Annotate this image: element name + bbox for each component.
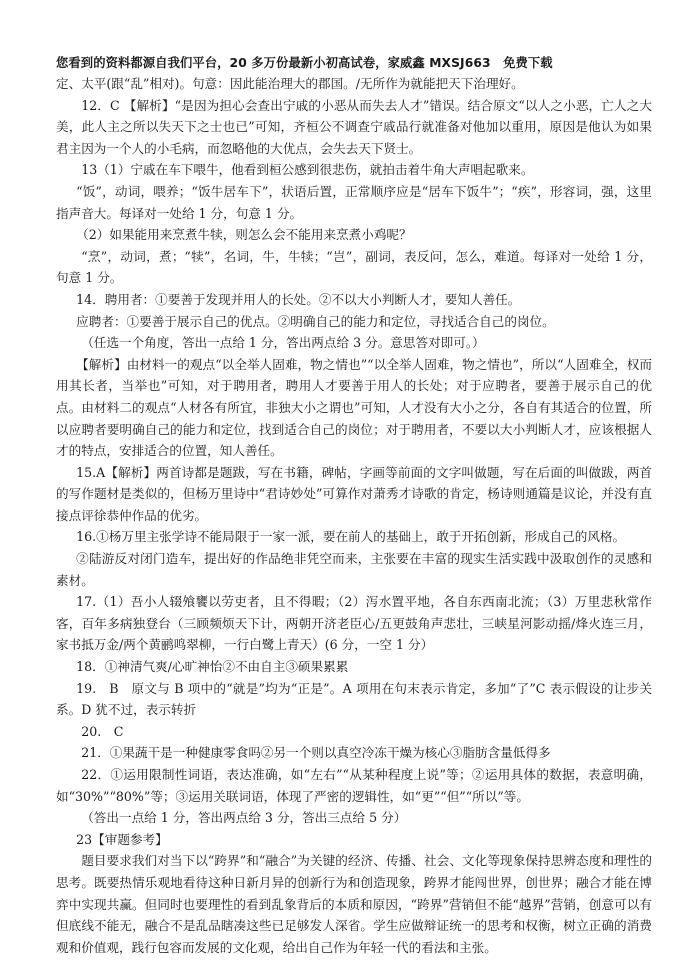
- answer-line-11-end: 定、太平(跟“乱”相对)。句意：因此能治理大的郡国。/无所作为就能把天下治理好。: [56, 76, 524, 91]
- answer-15: 15.A【解析】两首诗都是题跋，写在书籍，碑帖，字画等前面的文字叫做题，写在后面的叫做跋，两首的写作题材是类似的，但杨万里诗中“君诗妙处”可算作对萧秀才诗歌的肯定，杨诗则通篇是议论，并没有直接点评徐恭仲作品的优劣。: [56, 464, 652, 523]
- answer-14-employer: 14．聘用者：①要善于发现并用人的长处。②不以大小判断人才，要知人善任。: [76, 291, 521, 307]
- answer-20: 20. C: [81, 723, 124, 739]
- answer-17: 17.（1）吾小人辍飧饔以劳吏者，且不得暇；（2）泻水置平地，各自东西南北流；（3）万里悲秋常作客，百年多病独登台（三顾频烦天下计，两朝开济老臣心/五更鼓角声悲壮，三峡星河影动摇/烽火连三月，家书抵万金/两个黄鹂鸣翠柳，一行白鹭上青天）(6 分，一空 1 分）: [56, 594, 652, 653]
- answer-14-scoring: （任选一个角度，答出一点给 1 分，答出两点给 3 分。意思答对即可。）: [81, 335, 485, 351]
- answer-23-body: 题目要求我们对当下以“跨界”和“融合”为关键的经济、传播、社会、文化等现象保持思辨态度和理性的思考。既要热情乐观地看待这种日新月异的创新行为和创造现象，跨界才能闯世界，创世界；融合才能在博弈中实现共赢。但同时也要理性的看到乱象背后的本质和原因，“跨界”营销但不能“越界”营销，创意可以有但底线不能无，融合不是乱品瞎凑这些已足够发人深省。学生应做辩证统一的思考和权衡，树立正确的消费观和价值观，践行包容而发展的文化观，给出自己作为年轻一代的看法和主张。: [56, 853, 652, 955]
- answer-13-2: （2）如果能用来烹煮牛犊，则怎么会不能用来烹煮小鸡呢？: [76, 227, 412, 243]
- promo-banner: 您看到的资料都源自我们平台，20 多万份最新小初高试卷，家威鑫 MXSJ663 免费下载: [56, 56, 553, 70]
- answer-21: 21．①果蔬干是一种健康零食吗②另一个则以真空冷冻干燥为核心③脂肪含量低得多: [81, 745, 551, 761]
- answer-16-1: 16.①杨万里主张学诗不能局限于一家一派，要在前人的基础上，敢于开拓创新，形成自己的风格。: [76, 529, 626, 545]
- answer-22-scoring: （答出一点给 1 分，答出两点给 3 分，答出三点给 5 分）: [81, 810, 407, 826]
- answer-23-heading: 23【审题参考】: [76, 831, 168, 847]
- answer-14-applicant: 应聘者：①要善于展示自己的优点。②明确自己的能力和定位，寻找适合自己的岗位。: [76, 313, 555, 329]
- answer-12: 12．C 【解析】“是因为担心会查出宁戚的小恶从而失去人才”错误。结合原文“以人之小恶，亡人之大美，此人主之所以失天下之士也已”可知，齐桓公不调查宁戚品行就准备对他加以重用，原因是他认为如果君主因为一个人的小毛病，而忽略他的大优点，会失去天下贤士。: [56, 97, 652, 156]
- document-page: [56, 54, 652, 958]
- answer-19: 19. B 原文与 B 项中的“就是”均为“正是”。A 项用在句末表示肯定，多加“了”C 表示假设的让步关系。D 犹不过，表示转折: [56, 680, 652, 718]
- answer-22: 22．①运用限制性词语，表达准确，如“左右”“从某种程度上说”等；②运用具体的数据，表意明确，如“30%”“80%”等；③运用关联词语，体现了严密的逻辑性，如“更”“但”“所以”等。: [56, 767, 652, 804]
- answer-13-2-notes: “烹”，动词，煮；“犊”，名词，牛，牛犊；“岂”，副词，表反问，怎么，难道。每译对一处给 1 分，句意 1 分。: [56, 248, 652, 286]
- answer-14-analysis: 【解析】由材料一的观点“以全举人固难，物之情也”“以全举人固难，物之情也”，所以“人固难全，权而用其长者，当举也”可知，对于聘用者，聘用人才要善于用人的长处；对于应聘者，要善于展示自己的优点。由材料二的观点“人材各有所宜，非独大小之谓也”可知，人才没有大小之分，各自有其适合的位置，所以应聘者要明确自己的能力和定位，找到适合自己的岗位；对于聘用者，不要以大小判断人才，应该根据人才的特点，安排适合的位置，知人善任。: [56, 356, 652, 459]
- answer-18: 18．①神清气爽/心旷神怡②不由自主③硕果累累: [76, 659, 349, 675]
- answer-13-1-notes: “饭”，动词，喂养；“饭牛居车下”，状语后置，正常顺序应是“居车下饭牛”；“疾”，形容词，强，这里指声音大。每译对一处给 1 分，句意 1 分。: [56, 183, 652, 221]
- answer-13-1: 13（1）宁戚在车下喂牛，他看到桓公感到很悲伤，就拍击着牛角大声唱起歌来。: [81, 162, 534, 178]
- answer-16-2: ②陆游反对闭门造车，提出好的作品绝非凭空而来，主张要在丰富的现实生活实践中汲取创作的灵感和素材。: [56, 551, 652, 588]
